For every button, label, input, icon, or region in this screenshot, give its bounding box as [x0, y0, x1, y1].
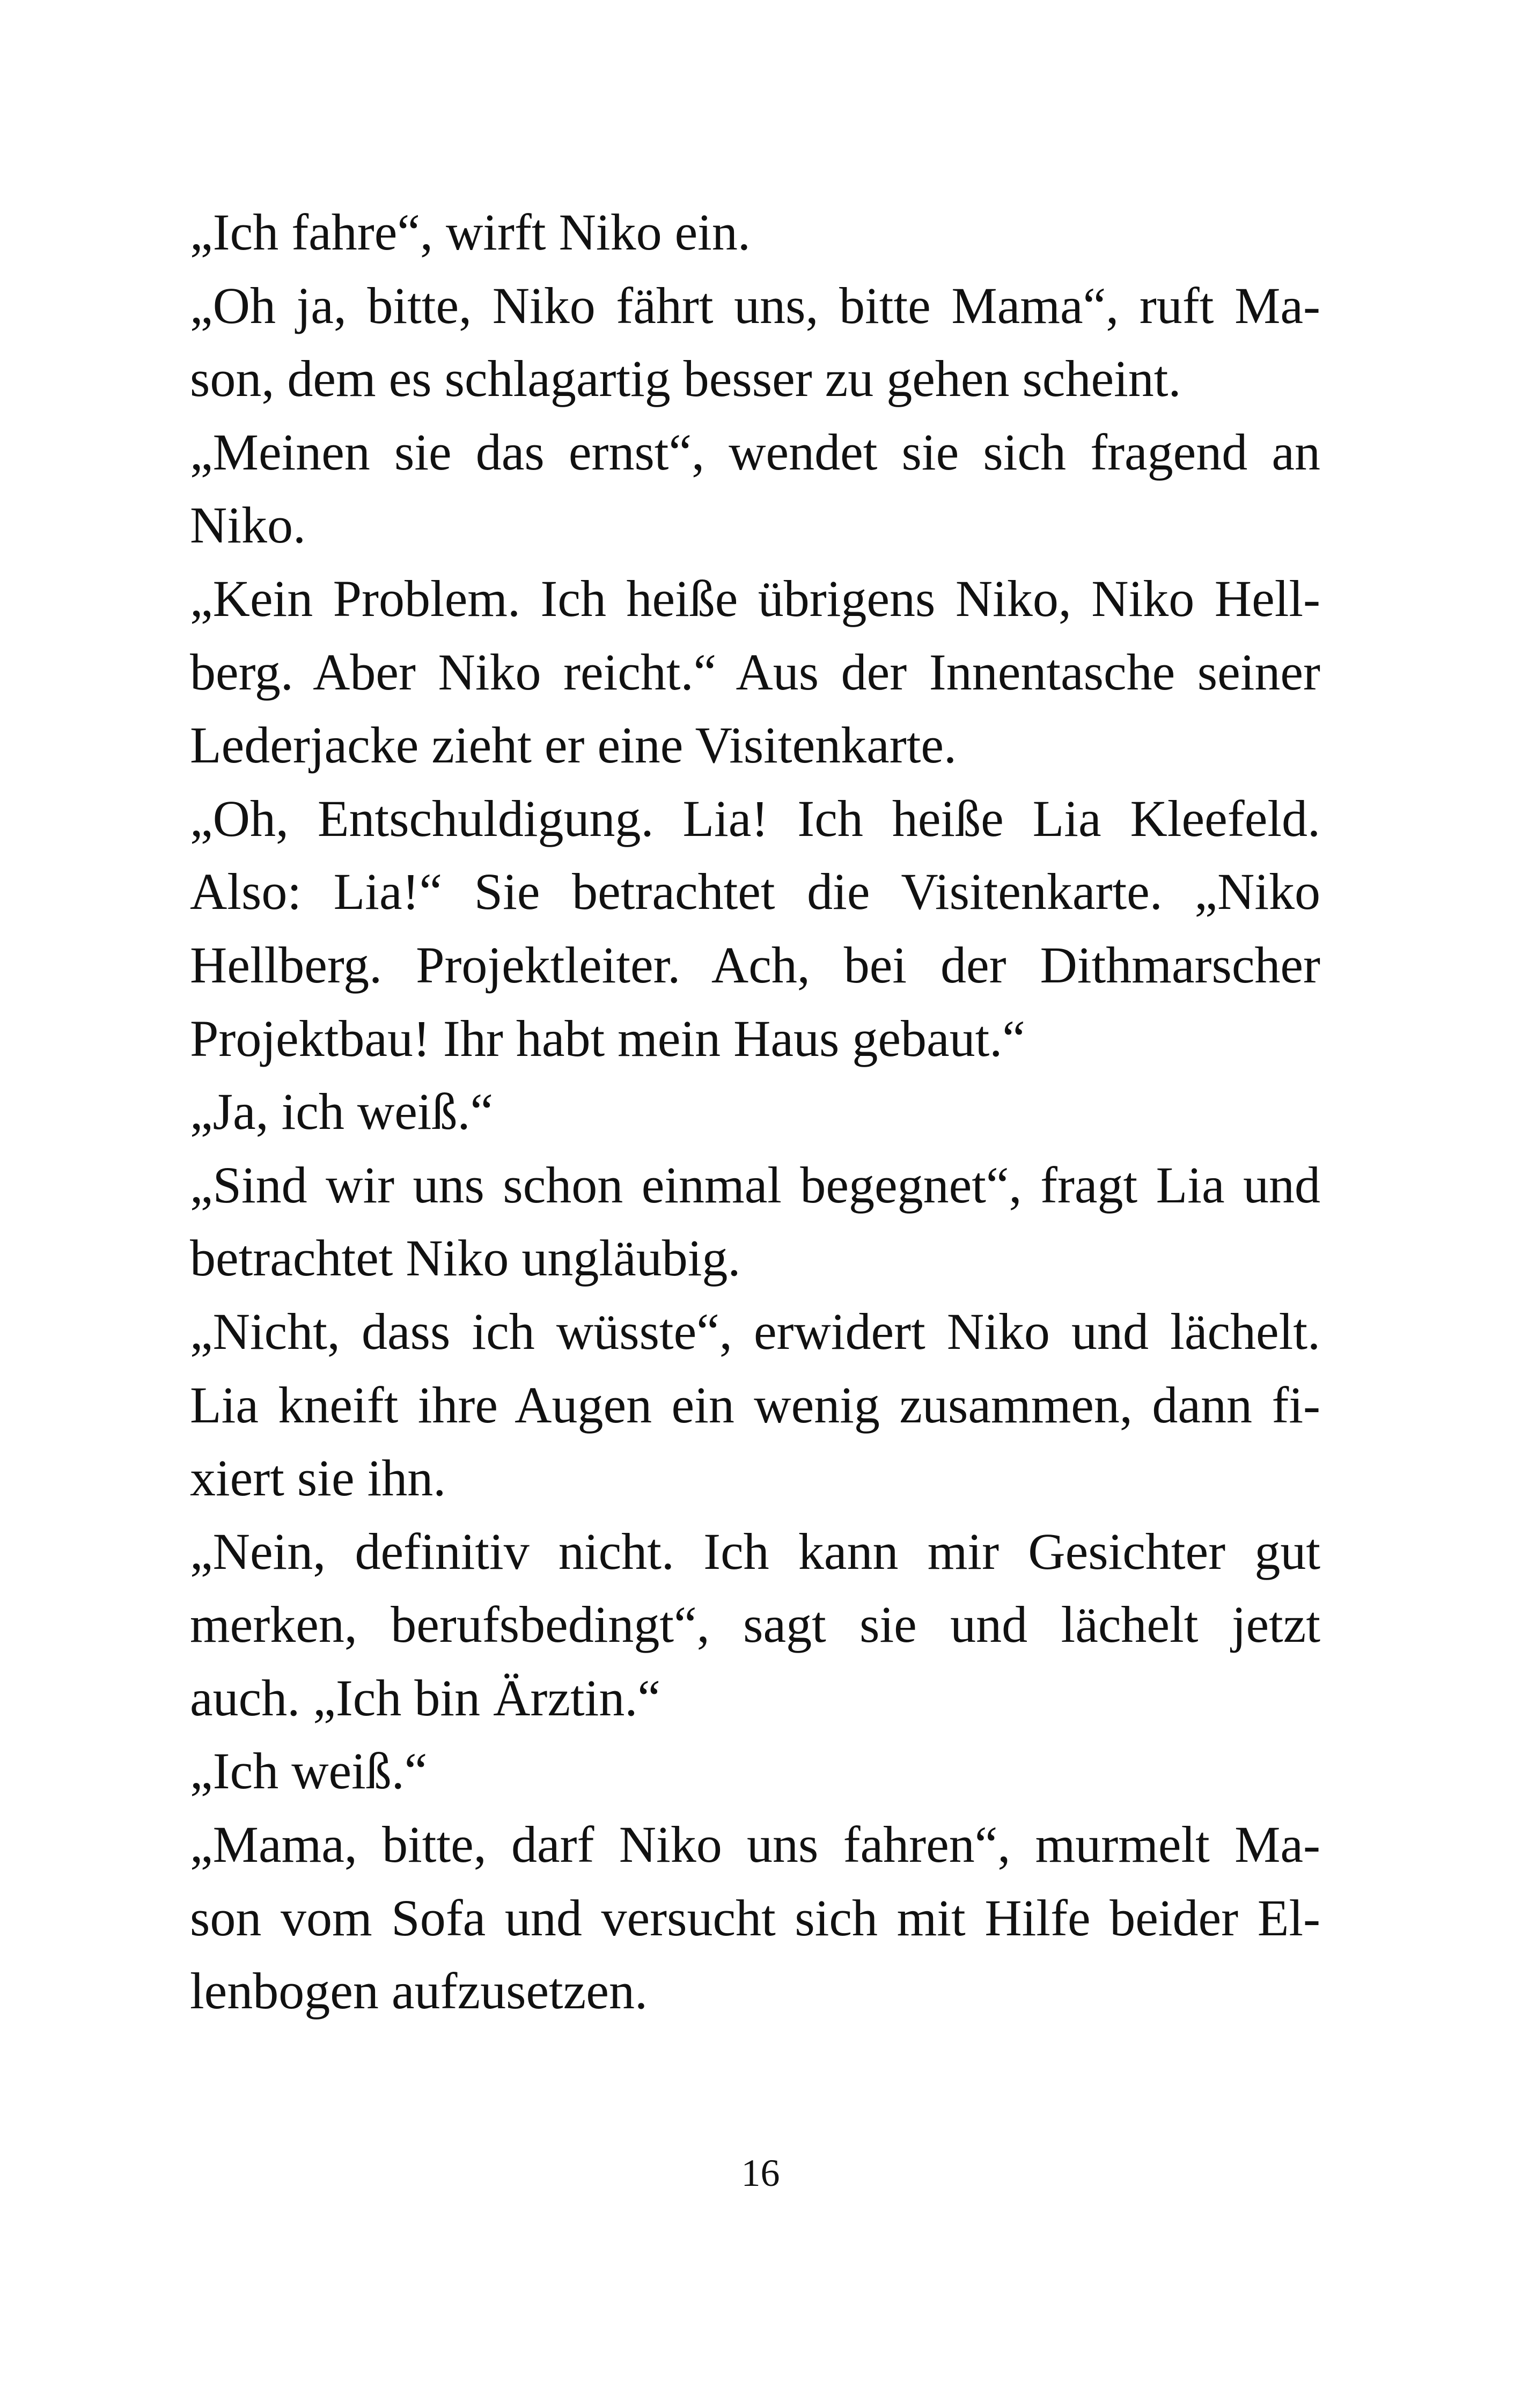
- body-text: [190, 196, 1320, 2028]
- text-line: son, dem es schlagartig besser zu gehen scheint.: [190, 350, 1181, 408]
- text-line: „Ja, ich weiß.“: [190, 1083, 494, 1141]
- text-line: „Oh, Entschuldigung. Lia! Ich heiße Lia Kleefeld.: [190, 789, 1320, 847]
- text-line: „Ich fahre“, wirft Niko ein.: [190, 203, 751, 261]
- text-line: Projektbau! Ihr habt mein Haus gebaut.“: [190, 1009, 1025, 1067]
- page-number: 16: [741, 2152, 780, 2194]
- text-line: berg. Aber Niko reicht.“ Aus der Innentasche seiner: [190, 643, 1320, 701]
- text-line: „Nein, definitiv nicht. Ich kann mir Gesichter gut: [190, 1522, 1320, 1580]
- text-line: „Oh ja, bitte, Niko fährt uns, bitte Mama“, ruft Ma-: [190, 276, 1320, 334]
- text-line: „Kein Problem. Ich heiße übrigens Niko, Niko Hell-: [190, 569, 1320, 627]
- text-line: Lederjacke zieht er eine Visitenkarte.: [190, 716, 957, 774]
- text-line: xiert sie ihn.: [190, 1449, 446, 1507]
- text-line: Hellberg. Projektleiter. Ach, bei der Dithmarscher: [190, 936, 1320, 994]
- text-line: „Sind wir uns schon einmal begegnet“, fragt Lia und: [190, 1156, 1320, 1214]
- text-line: „Nicht, dass ich wüsste“, erwidert Niko und lächelt.: [190, 1302, 1320, 1360]
- text-line: betrachtet Niko ungläubig.: [190, 1229, 741, 1287]
- text-line: „Ich weiß.“: [190, 1742, 428, 1800]
- text-line: Also: Lia!“ Sie betrachtet die Visitenkarte. „Niko: [190, 863, 1320, 921]
- text-line: „Meinen sie das ernst“, wendet sie sich fragend an: [190, 423, 1320, 481]
- text-line: son vom Sofa und versucht sich mit Hilfe beider El-: [190, 1889, 1320, 1947]
- text-line: „Mama, bitte, darf Niko uns fahren“, murmelt Ma-: [190, 1816, 1320, 1874]
- text-line: Niko.: [190, 496, 306, 554]
- text-line: lenbogen aufzusetzen.: [190, 1962, 648, 2020]
- text-line: auch. „Ich bin Ärztin.“: [190, 1669, 660, 1727]
- text-line: Lia kneift ihre Augen ein wenig zusammen, dann fi-: [190, 1376, 1320, 1434]
- text-line: merken, berufsbedingt“, sagt sie und lächelt jetzt: [190, 1596, 1320, 1654]
